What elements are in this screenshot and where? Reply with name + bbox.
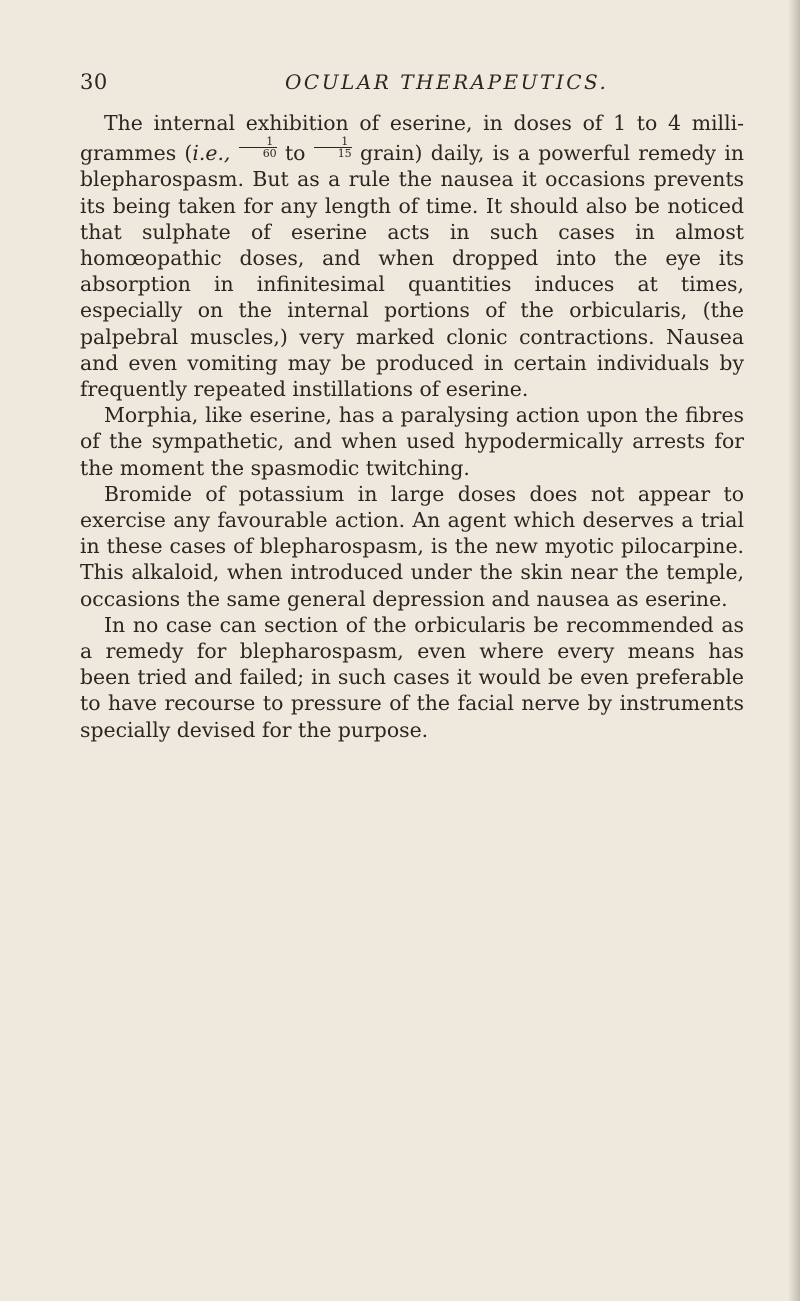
paragraph-eserine-text-1: The internal exhibition of eserine, in doses of 1 to 4 milli- grammes ( xyxy=(80,111,744,166)
paragraph-eserine-text-3: grain) daily, is a powerful remedy in blepharospasm. But as a rule the nausea it occasions prevents its being taken for any length of time. It should also be noticed that sulphate of eserine acts in such cases in almost homœopathic doses, and when dropped into the eye its absorption in infinitesimal quantities induces at times, especially on the internal portions of the orbicularis, (the palpebral muscles,) very marked clonic contractions. Nausea and even vomiting may be produced in certain individuals by frequently repeated instillations of eserine. xyxy=(80,141,744,402)
paragraph-eserine-text-2: to xyxy=(276,141,314,166)
paragraph-eserine xyxy=(80,110,744,402)
running-title: OCULAR THERAPEUTICS. xyxy=(285,70,609,94)
paragraph-section: In no case can section of the orbicularis be recommended as a remedy for blepharospasm, even where every means has been tried and failed; in such cases it would be even preferable to have recourse to pressure of the facial nerve by instruments specially devised for the purpose. xyxy=(80,612,744,742)
fraction-numerator: 1 xyxy=(314,136,352,148)
fraction-denominator: 60 xyxy=(262,147,277,161)
paragraph-bromide: Bromide of potassium in large doses does not appear to exercise any favourable action. An agent which deserves a trial in these cases of blepharospasm, is the new myotic pilocarpine. This alkaloid, when introduced under the skin near the temple, occasions the same general depression and nausea as eserine. xyxy=(80,481,744,611)
fraction-one-fifteenth xyxy=(314,136,352,159)
fraction-numerator: 1 xyxy=(239,136,277,148)
paragraph-morphia: Morphia, like eserine, has a paralysing action upon the fibres of the sympathetic, and when used hypodermically arrests for the moment the spasmodic twitching. xyxy=(80,403,744,480)
fraction-denominator: 15 xyxy=(337,147,352,161)
body-text xyxy=(80,110,744,743)
abbreviation-ie: i.e., xyxy=(192,141,231,166)
page-number: 30 xyxy=(80,70,108,94)
page-edge-shadow xyxy=(788,0,800,1301)
fraction-one-sixtieth xyxy=(239,136,277,159)
running-head xyxy=(80,70,740,100)
